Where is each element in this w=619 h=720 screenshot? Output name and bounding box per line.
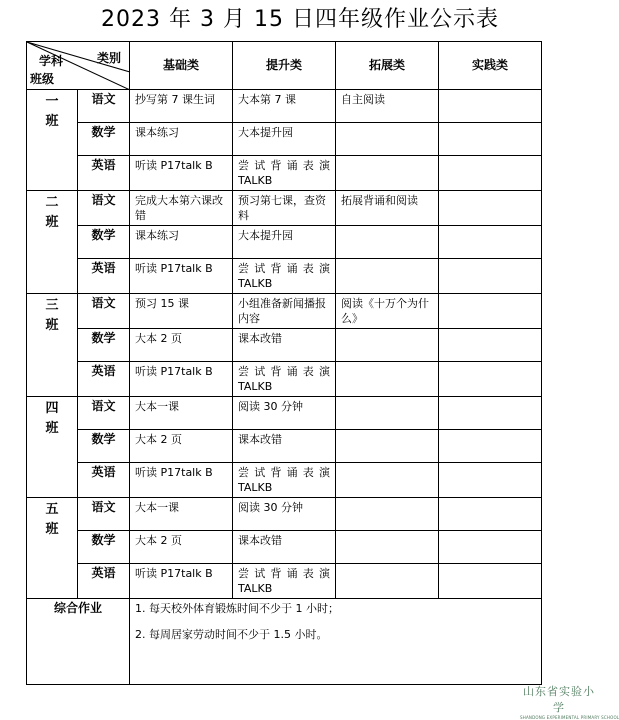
basic-task-cell — [130, 156, 233, 191]
basic-task-text: 课本练习 — [135, 126, 179, 139]
advanced-task-text: 预习第七课，查资料 — [238, 194, 326, 222]
basic-task-text: 听读 P17talk B — [135, 466, 213, 479]
basic-task-cell — [130, 226, 233, 259]
basic-task-cell — [130, 329, 233, 362]
basic-task-cell — [130, 430, 233, 463]
subject-cell: 英语 — [78, 362, 130, 397]
school-name-cn: 山东省实验小学 — [523, 685, 595, 714]
advanced-task-text: 课本改错 — [238, 433, 282, 446]
practice-task-cell — [439, 564, 542, 599]
practice-task-cell — [439, 226, 542, 259]
advanced-task-cell — [233, 191, 336, 226]
advanced-task-cell — [233, 498, 336, 531]
table-row — [27, 259, 542, 294]
extended-task-cell — [336, 531, 439, 564]
basic-task-text: 完成大本第六课改错 — [135, 194, 223, 222]
subject-cell: 英语 — [78, 259, 130, 294]
subject-cell: 语文 — [78, 498, 130, 531]
advanced-task-text: 尝试背诵表演 TALKB — [238, 365, 330, 393]
class-name-cell — [27, 397, 78, 498]
advanced-task-cell — [233, 531, 336, 564]
class-name: 二班 — [45, 195, 59, 230]
homework-table — [26, 41, 542, 685]
table-row — [27, 430, 542, 463]
advanced-task-text: 尝试背诵表演 TALKB — [238, 262, 330, 290]
class-name-cell — [27, 498, 78, 599]
advanced-task-text: 大本提升园 — [238, 126, 293, 139]
practice-task-cell — [439, 156, 542, 191]
advanced-task-cell — [233, 430, 336, 463]
basic-task-text: 大本 2 页 — [135, 433, 182, 446]
extended-task-text: 拓展背诵和阅读 — [341, 194, 418, 207]
table-row — [27, 191, 542, 226]
basic-task-cell — [130, 191, 233, 226]
table-row — [27, 463, 542, 498]
extended-task-cell — [336, 259, 439, 294]
advanced-task-text: 小组准备新闻播报内容 — [238, 297, 326, 325]
advanced-task-cell — [233, 123, 336, 156]
summary-row — [27, 599, 542, 685]
school-seal — [520, 683, 619, 720]
practice-task-cell — [439, 463, 542, 498]
class-label: 班级 — [30, 72, 55, 86]
basic-task-cell — [130, 463, 233, 498]
advanced-task-cell — [233, 362, 336, 397]
advanced-task-text: 阅读 30 分钟 — [238, 501, 303, 514]
summary-label: 综合作业 — [27, 599, 130, 685]
basic-task-cell — [130, 259, 233, 294]
class-name: 一班 — [45, 94, 59, 129]
practice-task-cell — [439, 498, 542, 531]
subject-cell: 英语 — [78, 564, 130, 599]
basic-task-text: 听读 P17talk B — [135, 567, 213, 580]
advanced-task-text: 尝试背诵表演 TALKB — [238, 567, 330, 595]
extended-task-text: 自主阅读 — [341, 93, 385, 106]
practice-task-cell — [439, 90, 542, 123]
summary-notes — [130, 599, 542, 685]
basic-task-cell — [130, 498, 233, 531]
advanced-task-cell — [233, 397, 336, 430]
extended-task-cell — [336, 156, 439, 191]
basic-task-text: 听读 P17talk B — [135, 365, 213, 378]
basic-task-text: 大本 2 页 — [135, 332, 182, 345]
basic-task-cell — [130, 362, 233, 397]
extended-task-cell — [336, 90, 439, 123]
subject-cell: 数学 — [78, 430, 130, 463]
extended-task-cell — [336, 362, 439, 397]
column-header-extended: 拓展类 — [336, 42, 439, 90]
advanced-task-cell — [233, 259, 336, 294]
advanced-task-text: 大本提升园 — [238, 229, 293, 242]
summary-note: 1. 每天校外体育锻炼时间不少于 1 小时； — [135, 602, 339, 615]
subject-cell: 数学 — [78, 123, 130, 156]
table-row — [27, 329, 542, 362]
basic-task-text: 大本一课 — [135, 501, 179, 514]
column-header-advanced: 提升类 — [233, 42, 336, 90]
basic-task-cell — [130, 397, 233, 430]
table-row — [27, 123, 542, 156]
advanced-task-text: 尝试背诵表演 TALKB — [238, 159, 330, 187]
table-row — [27, 226, 542, 259]
advanced-task-text: 尝试背诵表演 TALKB — [238, 466, 330, 494]
table-row — [27, 156, 542, 191]
class-name: 三班 — [45, 298, 59, 333]
class-name-cell — [27, 90, 78, 191]
advanced-task-text: 课本改错 — [238, 534, 282, 547]
extended-task-text: 阅读《十万个为什么》 — [341, 297, 429, 325]
class-name: 四班 — [45, 401, 59, 436]
advanced-task-cell — [233, 294, 336, 329]
column-header-basic: 基础类 — [130, 42, 233, 90]
class-name: 五班 — [45, 502, 59, 537]
basic-task-cell — [130, 90, 233, 123]
table-row — [27, 90, 542, 123]
table-row — [27, 531, 542, 564]
advanced-task-cell — [233, 226, 336, 259]
basic-task-text: 听读 P17talk B — [135, 159, 213, 172]
subject-cell: 语文 — [78, 397, 130, 430]
practice-task-cell — [439, 259, 542, 294]
advanced-task-text: 课本改错 — [238, 332, 282, 345]
practice-task-cell — [439, 294, 542, 329]
practice-task-cell — [439, 430, 542, 463]
extended-task-cell — [336, 294, 439, 329]
practice-task-cell — [439, 123, 542, 156]
table-row — [27, 498, 542, 531]
extended-task-cell — [336, 463, 439, 498]
subject-cell: 数学 — [78, 531, 130, 564]
diagonal-header-cell — [27, 42, 130, 90]
subject-cell: 语文 — [78, 191, 130, 226]
header-row — [27, 42, 542, 90]
basic-task-cell — [130, 564, 233, 599]
extended-task-cell — [336, 498, 439, 531]
advanced-task-cell — [233, 329, 336, 362]
subject-label: 学科 — [39, 54, 64, 68]
subject-cell: 语文 — [78, 90, 130, 123]
advanced-task-cell — [233, 156, 336, 191]
basic-task-text: 大本一课 — [135, 400, 179, 413]
school-name-en: SHANDONG EXPERIMENTAL PRIMARY SCHOOL — [520, 715, 619, 720]
class-name-cell — [27, 294, 78, 397]
basic-task-text: 抄写第 7 课生词 — [135, 93, 215, 106]
basic-task-text: 预习 15 课 — [135, 297, 189, 310]
advanced-task-cell — [233, 463, 336, 498]
table-row — [27, 294, 542, 329]
extended-task-cell — [336, 123, 439, 156]
basic-task-text: 大本 2 页 — [135, 534, 182, 547]
extended-task-cell — [336, 329, 439, 362]
basic-task-cell — [130, 294, 233, 329]
subject-cell: 数学 — [78, 226, 130, 259]
basic-task-text: 课本练习 — [135, 229, 179, 242]
page-title: 2023 年 3 月 15 日四年级作业公示表 — [101, 7, 499, 32]
extended-task-cell — [336, 226, 439, 259]
extended-task-cell — [336, 564, 439, 599]
practice-task-cell — [439, 397, 542, 430]
practice-task-cell — [439, 191, 542, 226]
extended-task-cell — [336, 430, 439, 463]
advanced-task-cell — [233, 90, 336, 123]
basic-task-cell — [130, 531, 233, 564]
advanced-task-text: 阅读 30 分钟 — [238, 400, 303, 413]
practice-task-cell — [439, 531, 542, 564]
table-row — [27, 397, 542, 430]
subject-cell: 数学 — [78, 329, 130, 362]
extended-task-cell — [336, 191, 439, 226]
subject-cell: 英语 — [78, 463, 130, 498]
category-label: 类别 — [96, 51, 121, 65]
extended-task-cell — [336, 397, 439, 430]
basic-task-text: 听读 P17talk B — [135, 262, 213, 275]
practice-task-cell — [439, 329, 542, 362]
subject-cell: 语文 — [78, 294, 130, 329]
basic-task-cell — [130, 123, 233, 156]
practice-task-cell — [439, 362, 542, 397]
advanced-task-cell — [233, 564, 336, 599]
advanced-task-text: 大本第 7 课 — [238, 93, 296, 106]
class-name-cell — [27, 191, 78, 294]
column-header-practice: 实践类 — [439, 42, 542, 90]
table-row — [27, 564, 542, 599]
summary-note: 2. 每周居家劳动时间不少于 1.5 小时。 — [135, 628, 328, 641]
table-row — [27, 362, 542, 397]
subject-cell: 英语 — [78, 156, 130, 191]
